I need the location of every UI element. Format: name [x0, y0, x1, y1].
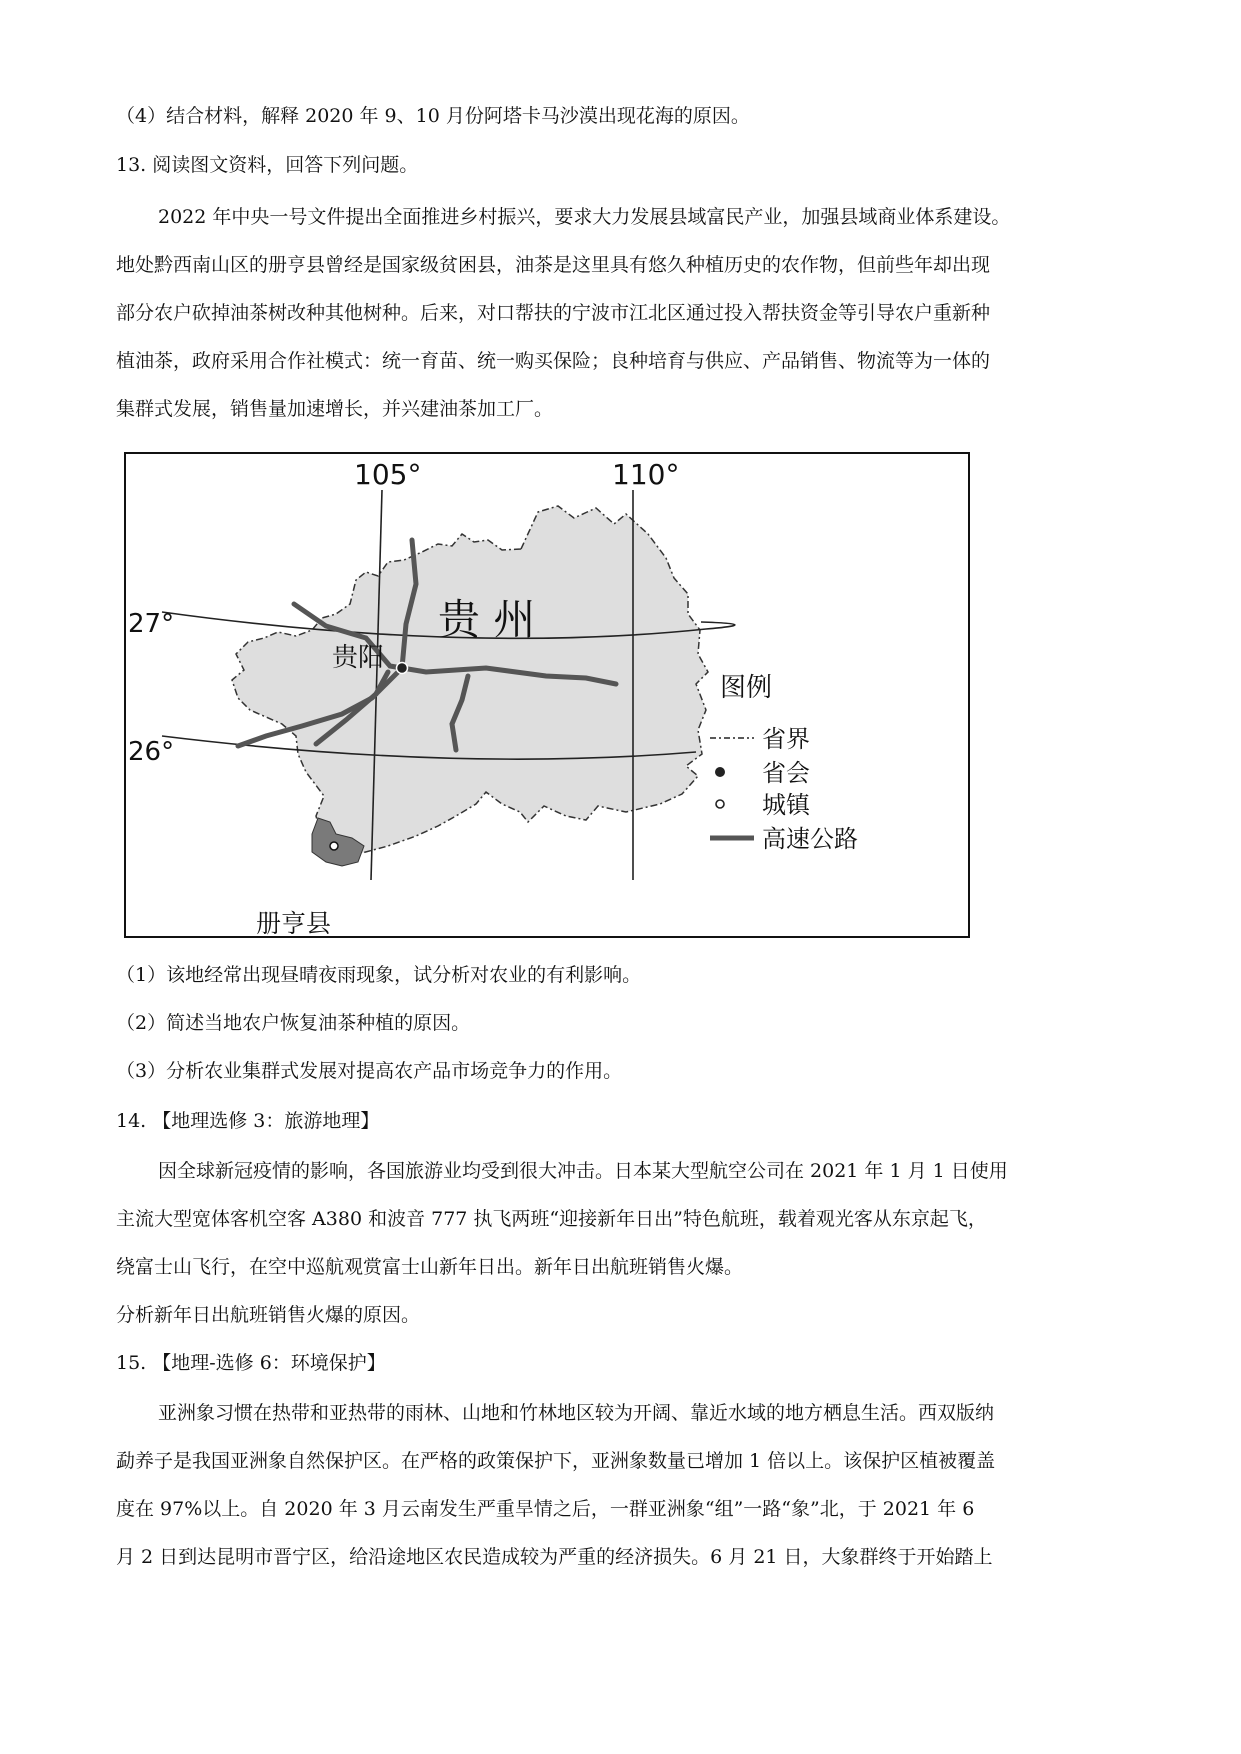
map-legend	[710, 673, 858, 853]
legend-highway-label: 高速公路	[762, 825, 858, 853]
q13-heading: 13. 阅读图文资料，回答下列问题。	[116, 154, 419, 176]
q14-para-line: 主流大型宽体客机空客 A380 和波音 777 执飞两班“迎接新年日出”特色航班，载着观光客从东京起飞，	[116, 1208, 987, 1230]
guizhou-map-figure	[124, 452, 970, 938]
latitude-26-label: 26°	[128, 737, 175, 767]
q15-para-line: 勐养子是我国亚洲象自然保护区。在严格的政策保护下，亚洲象数量已增加 1 倍以上。该保护区植被覆盖	[116, 1450, 996, 1472]
latitude-27-label: 27°	[128, 609, 175, 639]
guizhou-map	[126, 454, 968, 936]
capital-name-label: 贵阳	[332, 643, 385, 673]
legend-capital-label: 省会	[762, 759, 810, 787]
q13-para-line: 地处黔西南山区的册亨县曾经是国家级贫困县，油茶是这里具有悠久种植历史的农作物，但前些年却出现	[116, 254, 991, 276]
q13-para-line: 集群式发展，销售量加速增长，并兴建油茶加工厂。	[116, 398, 554, 420]
q14-para-line: 因全球新冠疫情的影响，各国旅游业均受到很大冲击。日本某大型航空公司在 2021 年 1 月 1 日使用	[158, 1160, 1008, 1182]
q14-heading: 14. 【地理选修 3：旅游地理】	[116, 1110, 380, 1132]
q13-para-line: 植油茶，政府采用合作社模式：统一育苗、统一购买保险；良种培育与供应、产品销售、物流等为一体的	[116, 350, 991, 372]
guizhou-province-shape	[232, 506, 708, 854]
q13-para-line: 部分农户砍掉油茶树改种其他树种。后来，对口帮扶的宁波市江北区通过投入帮扶资金等引导农户重新种	[116, 302, 991, 324]
q13-sub3: （3）分析农业集群式发展对提高农产品市场竞争力的作用。	[116, 1060, 623, 1082]
q15-heading: 15. 【地理-选修 6：环境保护】	[116, 1352, 386, 1374]
longitude-110-label: 110°	[612, 458, 680, 491]
capital-legend-symbol	[715, 767, 725, 777]
legend-title: 图例	[720, 673, 773, 703]
guiyang-capital-marker	[397, 663, 408, 674]
legend-town-label: 城镇	[762, 791, 810, 819]
q12-sub4: （4）结合材料，解释 2020 年 9、10 月份阿塔卡马沙漠出现花海的原因。	[116, 105, 750, 127]
legend-boundary-label: 省界	[762, 725, 810, 753]
province-name-label: 贵 州	[438, 595, 536, 644]
q13-sub2: （2）简述当地农户恢复油茶种植的原因。	[116, 1012, 471, 1034]
longitude-105-label: 105°	[354, 458, 422, 491]
q15-para-line: 亚洲象习惯在热带和亚热带的雨林、山地和竹林地区较为开阔、靠近水域的地方栖息生活。西双版纳	[158, 1402, 995, 1424]
q14-question: 分析新年日出航班销售火爆的原因。	[116, 1304, 421, 1326]
q14-para-line: 绕富士山飞行，在空中巡航观赏富士山新年日出。新年日出航班销售火爆。	[116, 1256, 744, 1278]
q13-para-line: 2022 年中央一号文件提出全面推进乡村振兴，要求大力发展县域富民产业，加强县域商业体系建设。	[158, 206, 1011, 228]
q13-sub1: （1）该地经常出现昼晴夜雨现象，试分析对农业的有利影响。	[116, 964, 642, 986]
county-name-label: 册亨县	[256, 909, 332, 936]
cehengxian-town-marker	[330, 842, 338, 850]
q15-para-line: 度在 97%以上。自 2020 年 3 月云南发生严重旱情之后，一群亚洲象“组”一路“象”北，于 2021 年 6	[116, 1498, 975, 1520]
q15-para-line: 月 2 日到达昆明市晋宁区，给沿途地区农民造成较为严重的经济损失。6 月 21 日，大象群终于开始踏上	[116, 1546, 993, 1568]
town-legend-symbol	[716, 800, 724, 808]
